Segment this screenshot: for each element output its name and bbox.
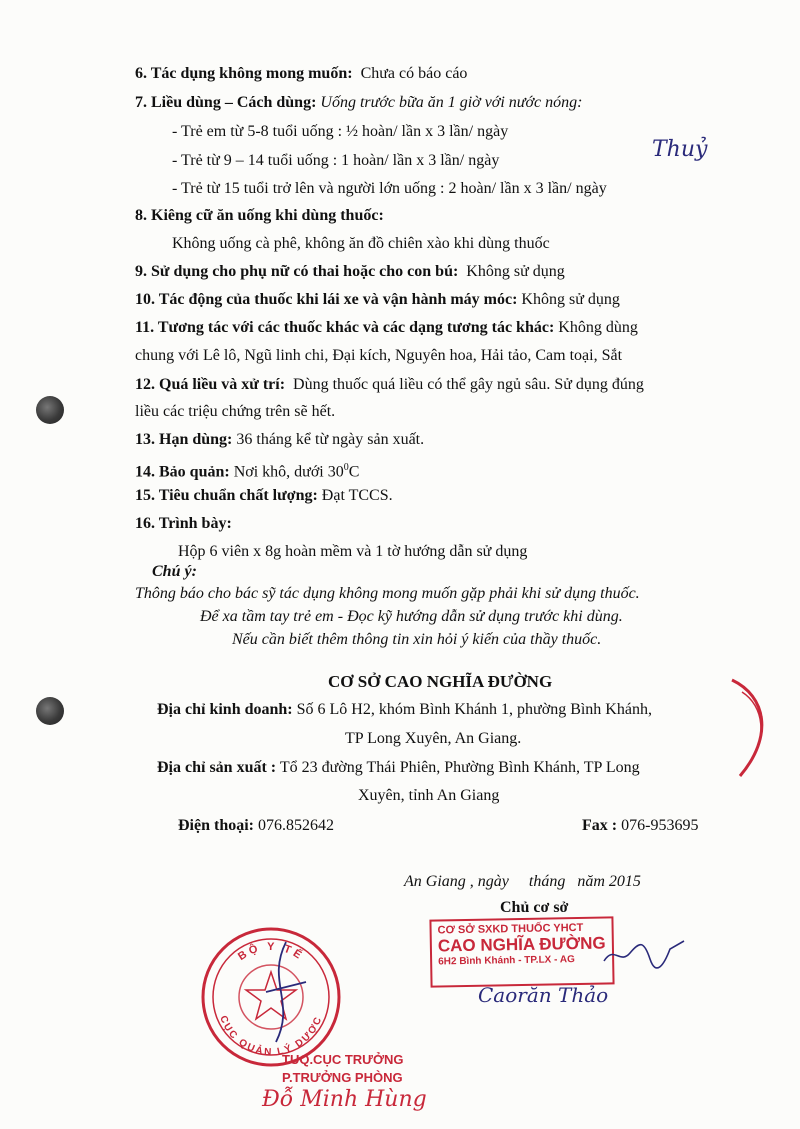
section-16-text: Hộp 6 viên x 8g hoàn mềm và 1 tờ hướng dẫn sử dụng — [178, 543, 528, 560]
note-line-1: Thông báo cho bác sỹ tác dụng không mong muốn gặp phải khi sử dụng thuốc. — [135, 585, 640, 602]
production-address-label: Địa chỉ sản xuất : — [157, 759, 277, 776]
section-8-heading-text: 8. Kiêng cữ ăn uống khi dùng thuốc: — [135, 207, 384, 224]
section-13-text: 36 tháng kể từ ngày sản xuất. — [236, 431, 425, 448]
section-14 — [135, 458, 359, 482]
section-12-heading: 12. Quá liều và xử trí: — [135, 376, 286, 393]
dosage-item-2: - Trẻ từ 9 – 14 tuổi uống : 1 hoàn/ lần x 3 lần/ ngày — [172, 152, 500, 169]
section-16-heading — [135, 514, 232, 534]
business-address-line1: Số 6 Lô H2, khóm Bình Khánh 1, phường Bình Khánh, — [296, 701, 652, 718]
fax-value: 076-953695 — [621, 817, 699, 834]
section-11 — [135, 318, 638, 338]
company-name: CƠ SỞ CAO NGHĨA ĐƯỜNG — [328, 672, 553, 691]
fax-label: Fax : — [582, 817, 618, 834]
section-10-heading: 10. Tác động của thuốc khi lái xe và vận hành máy móc: — [135, 291, 518, 308]
production-address — [157, 758, 640, 778]
section-15-heading: 15. Tiêu chuẩn chất lượng: — [135, 487, 318, 504]
section-9-heading: 9. Sử dụng cho phụ nữ có thai hoặc cho con bú: — [135, 263, 459, 280]
section-11-text2: chung với Lê lô, Ngũ linh chi, Đại kích, Nguyên hoa, Hải tảo, Cam toại, Sắt — [135, 347, 623, 364]
section-9 — [135, 262, 565, 282]
section-8-text: Không uống cà phê, không ăn đồ chiên xào khi dùng thuốc — [172, 235, 550, 252]
business-address — [157, 700, 652, 720]
section-15 — [135, 486, 393, 506]
section-12-text2: liều các triệu chứng trên sẽ hết. — [135, 403, 336, 420]
business-address-label: Địa chỉ kinh doanh: — [157, 701, 293, 718]
section-7 — [135, 93, 582, 113]
seal-top-text: BỘ Y TẾ — [236, 940, 306, 963]
owner-stamp-line3: 6H2 Bình Khánh - TP.LX - AG — [438, 954, 575, 968]
section-7-heading: 7. Liều dùng – Cách dùng: — [135, 94, 317, 111]
section-14-sup: 0 — [343, 462, 349, 473]
section-12-text1: Dùng thuốc quá liều có thể gây ngủ sâu. Sử dụng đúng — [293, 376, 644, 393]
official-signature: Đỗ Minh Hùng — [262, 1087, 427, 1112]
section-9-text: Không sử dụng — [466, 263, 565, 280]
date-line: An Giang , ngày tháng năm 2015 — [404, 873, 641, 890]
production-address-line1: Tổ 23 đường Thái Phiên, Phường Bình Khánh, TP Long — [279, 759, 640, 776]
section-13-heading: 13. Hạn dùng: — [135, 431, 233, 448]
binder-hole-bottom — [36, 697, 64, 725]
section-6-heading: 6. Tác dụng không mong muốn: — [135, 65, 353, 82]
section-6 — [135, 64, 467, 84]
section-10 — [135, 290, 620, 310]
owner-signature-scribble — [600, 935, 690, 975]
official-line1: TUQ.CỤC TRƯỞNG — [282, 1052, 404, 1067]
business-address-line2: TP Long Xuyên, An Giang. — [345, 730, 522, 747]
owner-title: Chủ cơ sở — [500, 899, 569, 916]
owner-signature: Caorăn Thảo — [478, 983, 609, 1007]
owner-stamp-line2: CAO NGHĨA ĐƯỜNG — [437, 933, 606, 956]
section-14-unit: C — [348, 463, 360, 481]
official-line2: P.TRƯỞNG PHÒNG — [282, 1070, 403, 1085]
phone-label: Điện thoại: — [178, 817, 254, 834]
seal-bottom-text: CỤC QUẢN LÝ DƯỢC — [217, 1014, 325, 1059]
section-11-text1: Không dùng — [558, 319, 638, 336]
note-heading: Chú ý: — [152, 563, 197, 580]
section-12 — [135, 375, 644, 395]
section-13 — [135, 430, 424, 450]
section-11-heading: 11. Tương tác với các thuốc khác và các dạng tương tác khác: — [135, 319, 555, 336]
binder-hole-top — [36, 396, 64, 424]
fax — [582, 816, 698, 836]
phone-value: 076.852642 — [258, 817, 334, 834]
section-15-text: Đạt TCCS. — [321, 487, 393, 504]
production-address-line2: Xuyên, tỉnh An Giang — [358, 787, 500, 804]
dosage-item-1: - Trẻ em từ 5-8 tuổi uống : ½ hoàn/ lần x 3 lần/ ngày — [172, 123, 509, 140]
note-line-2: Để xa tầm tay trẻ em - Đọc kỹ hướng dẫn sử dụng trước khi dùng. — [200, 608, 623, 625]
phone — [178, 816, 334, 836]
section-8-heading — [135, 206, 384, 226]
section-14-heading: 14. Bảo quản: — [135, 463, 230, 481]
edge-stamp-fragment — [730, 676, 780, 786]
note-line-3: Nếu cần biết thêm thông tin xin hỏi ý kiến của thầy thuốc. — [232, 631, 602, 648]
section-16-heading-text: 16. Trình bày: — [135, 515, 232, 532]
section-7-intro: Uống trước bữa ăn 1 giờ với nước nóng: — [320, 94, 583, 111]
owner-stamp — [429, 916, 614, 987]
dosage-item-3: - Trẻ từ 15 tuổi trở lên và người lớn uống : 2 hoàn/ lần x 3 lần/ ngày — [172, 180, 607, 197]
margin-initials: Thuỷ — [652, 137, 708, 162]
section-6-text: Chưa có báo cáo — [360, 65, 468, 82]
owner-stamp-line1: CƠ SỞ SXKD THUỐC YHCT — [437, 921, 584, 937]
section-10-text: Không sử dụng — [521, 291, 620, 308]
section-14-text: Nơi khô, dưới 30 — [233, 463, 344, 481]
